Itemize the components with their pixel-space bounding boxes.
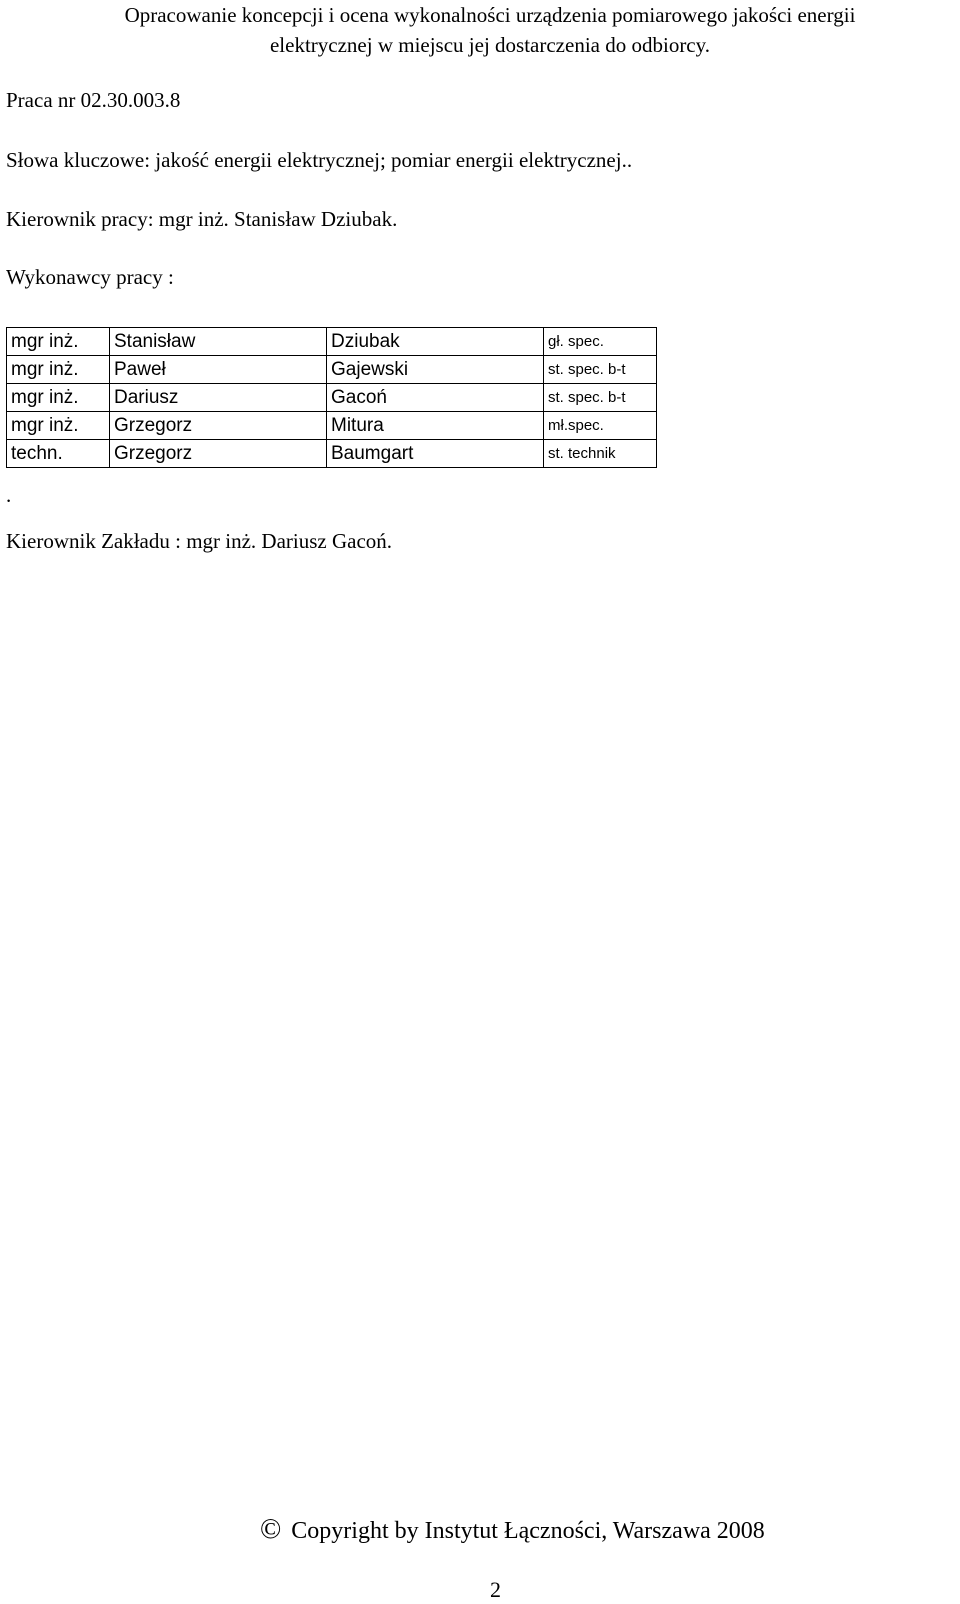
contributors-table [6,327,657,468]
contributor-first-name: Grzegorz [110,440,327,468]
copyright-text: Copyright by Instytut Łączności, Warszawa 2008 [291,1518,765,1544]
table-row [7,356,657,384]
contributor-position: st. spec. b-t [544,384,657,412]
contributor-first-name: Paweł [110,356,327,384]
table-row [7,328,657,356]
contributor-position: mł.spec. [544,412,657,440]
contributor-title: mgr inż. [7,328,110,356]
contributor-title: mgr inż. [7,412,110,440]
project-lead: Kierownik pracy: mgr inż. Stanisław Dziubak. [6,207,398,231]
separator-dot: . [6,483,12,507]
contributor-title: techn. [7,440,110,468]
contributor-position: st. spec. b-t [544,356,657,384]
title-line-2: elektrycznej w miejscu jej dostarczenia do odbiorcy. [269,33,711,57]
work-number: Praca nr 02.30.003.8 [6,88,181,112]
contributor-first-name: Grzegorz [110,412,327,440]
keywords: Słowa kluczowe: jakość energii elektrycznej; pomiar energii elektrycznej.. [6,148,633,172]
contributor-title: mgr inż. [7,356,110,384]
copyright-icon: © [260,1514,282,1545]
document-title [40,0,940,60]
contributors-heading: Wykonawcy pracy : [6,265,174,289]
table-row [7,384,657,412]
table-row [7,440,657,468]
contributor-first-name: Stanisław [110,328,327,356]
contributor-last-name: Gajewski [327,356,544,384]
contributor-first-name: Dariusz [110,384,327,412]
table-row [7,412,657,440]
copyright-notice [260,1515,765,1546]
contributor-position: gł. spec. [544,328,657,356]
contributor-title: mgr inż. [7,384,110,412]
contributor-last-name: Mitura [327,412,544,440]
contributor-position: st. technik [544,440,657,468]
contributor-last-name: Baumgart [327,440,544,468]
title-line-1: Opracowanie koncepcji i ocena wykonalności urządzenia pomiarowego jakości energii [124,3,856,27]
contributor-last-name: Gacoń [327,384,544,412]
contributor-last-name: Dziubak [327,328,544,356]
department-head: Kierownik Zakładu : mgr inż. Dariusz Gacoń. [6,529,393,553]
page-number: 2 [490,1577,501,1602]
